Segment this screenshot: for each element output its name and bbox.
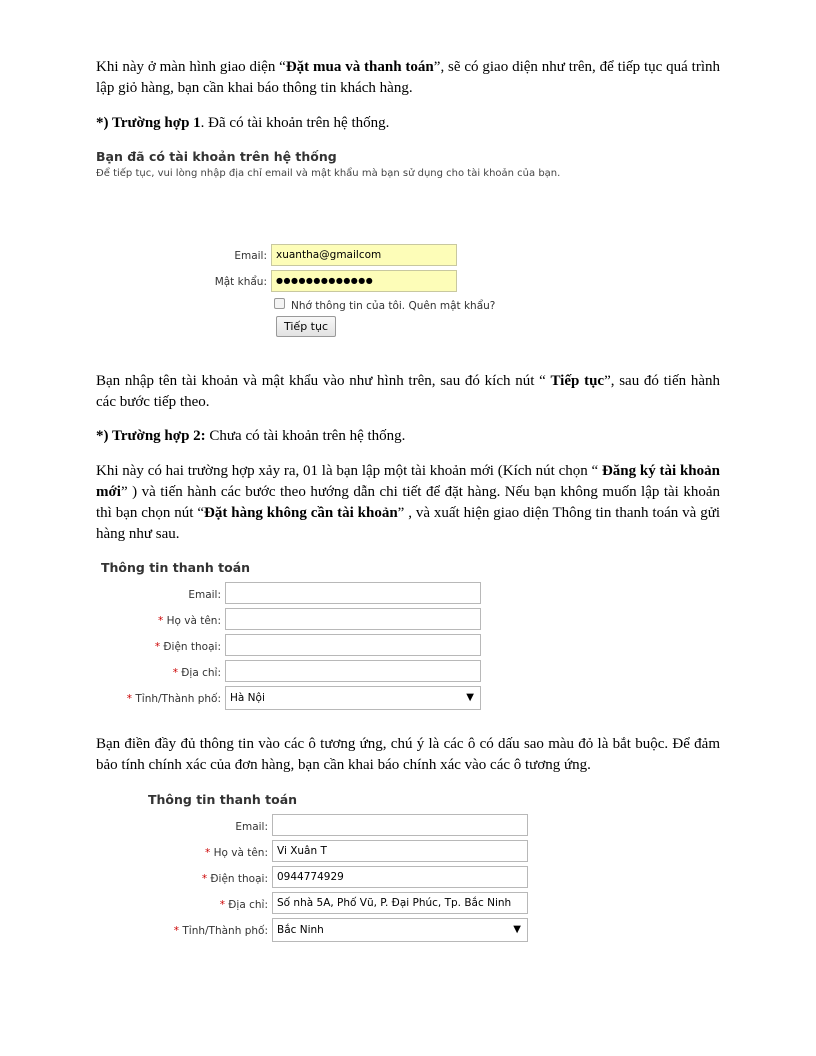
form2-city-select[interactable] <box>272 918 528 942</box>
login-subtitle: Để tiếp tục, vui lòng nhập địa chỉ email và mật khẩu mà bạn sử dụng cho tài khoản của bạn. <box>96 168 561 179</box>
form2-address-input[interactable]: Số nhà 5A, Phố Vũ, P. Đại Phúc, Tp. Bắc Ninh <box>272 892 528 914</box>
form2-name-label: * Họ và tên: <box>204 847 268 859</box>
form1-title: Thông tin thanh toán <box>101 560 251 575</box>
form1-name-input[interactable] <box>225 608 481 630</box>
login-password-input[interactable]: ●●●●●●●●●●●●● <box>271 270 457 292</box>
case-1-heading: *) Trường hợp 1. Đã có tài khoản trên hệ thống. <box>96 115 390 131</box>
login-password-label: Mật khẩu: <box>214 276 267 288</box>
form1-city-value: Hà Nội <box>230 692 265 704</box>
form2-city-label: * Tỉnh/Thành phố: <box>173 925 268 937</box>
form2-title: Thông tin thanh toán <box>148 792 298 807</box>
triangle-down-icon: ▼ <box>513 924 521 935</box>
form1-address-input[interactable] <box>225 660 481 682</box>
form1-email-label: Email: <box>188 589 221 601</box>
remember-me-checkbox[interactable] <box>274 298 285 309</box>
login-email-input[interactable]: xuantha@gmailcom <box>271 244 457 266</box>
remember-me-label[interactable]: Nhớ thông tin của tôi. Quên mật khẩu? <box>291 300 496 312</box>
form1-city-label: * Tỉnh/Thành phố: <box>126 693 221 705</box>
form2-email-input[interactable] <box>272 814 528 836</box>
case-2-paragraph: Khi này có hai trường hợp xảy ra, 01 là bạn lập một tài khoản mới (Kích nút chọn “ Đăng ký tài khoản mới” ) và tiến hành các bước theo hướng dẫn chi tiết để đặt hàng. Nếu bạn không muốn lập tài khoản thì bạn chọn nút “Đặt hàng không cần tài khoản” , và xuất hiện giao diện Thông tin thanh toán và gửi hàng như sau. <box>96 463 720 542</box>
case-2-heading: *) Trường hợp 2: Chưa có tài khoản trên hệ thống. <box>96 428 406 444</box>
form2-phone-label: * Điện thoại: <box>201 873 268 885</box>
form1-name-label: * Họ và tên: <box>157 615 221 627</box>
login-title: Bạn đã có tài khoản trên hệ thống <box>96 149 337 164</box>
intro-paragraph: Khi này ở màn hình giao diện “Đặt mua và thanh toán”, sẽ có giao diện như trên, để tiếp tục quá trình lập giỏ hàng, bạn cần khai báo thông tin khách hàng. <box>96 59 721 96</box>
form2-name-input[interactable]: Vi Xuân T <box>272 840 528 862</box>
form1-city-select[interactable] <box>225 686 481 710</box>
form2-city-value: Bắc Ninh <box>277 924 324 936</box>
form1-address-label: * Địa chỉ: <box>172 667 221 679</box>
form1-email-input[interactable] <box>225 582 481 604</box>
fill-instructions-paragraph: Bạn điền đầy đủ thông tin vào các ô tương ứng, chú ý là các ô có dấu sao màu đỏ là bắt buộc. Để đảm bảo tính chính xác của đơn hàng, bạn cần khai báo chính xác vào các ô tương ứng. <box>96 736 720 773</box>
form2-email-label: Email: <box>235 821 268 833</box>
form2-phone-input[interactable]: 0944774929 <box>272 866 528 888</box>
login-email-label: Email: <box>234 250 267 262</box>
triangle-down-icon: ▼ <box>466 692 474 703</box>
form1-phone-input[interactable] <box>225 634 481 656</box>
continue-button[interactable]: Tiếp tục <box>276 316 336 337</box>
login-instructions-paragraph: Bạn nhập tên tài khoản và mật khẩu vào như hình trên, sau đó kích nút “ Tiếp tục”, sau đó tiến hành các bước tiếp theo. <box>96 373 720 410</box>
form2-address-label: * Địa chỉ: <box>219 899 268 911</box>
form1-phone-label: * Điện thoại: <box>154 641 221 653</box>
